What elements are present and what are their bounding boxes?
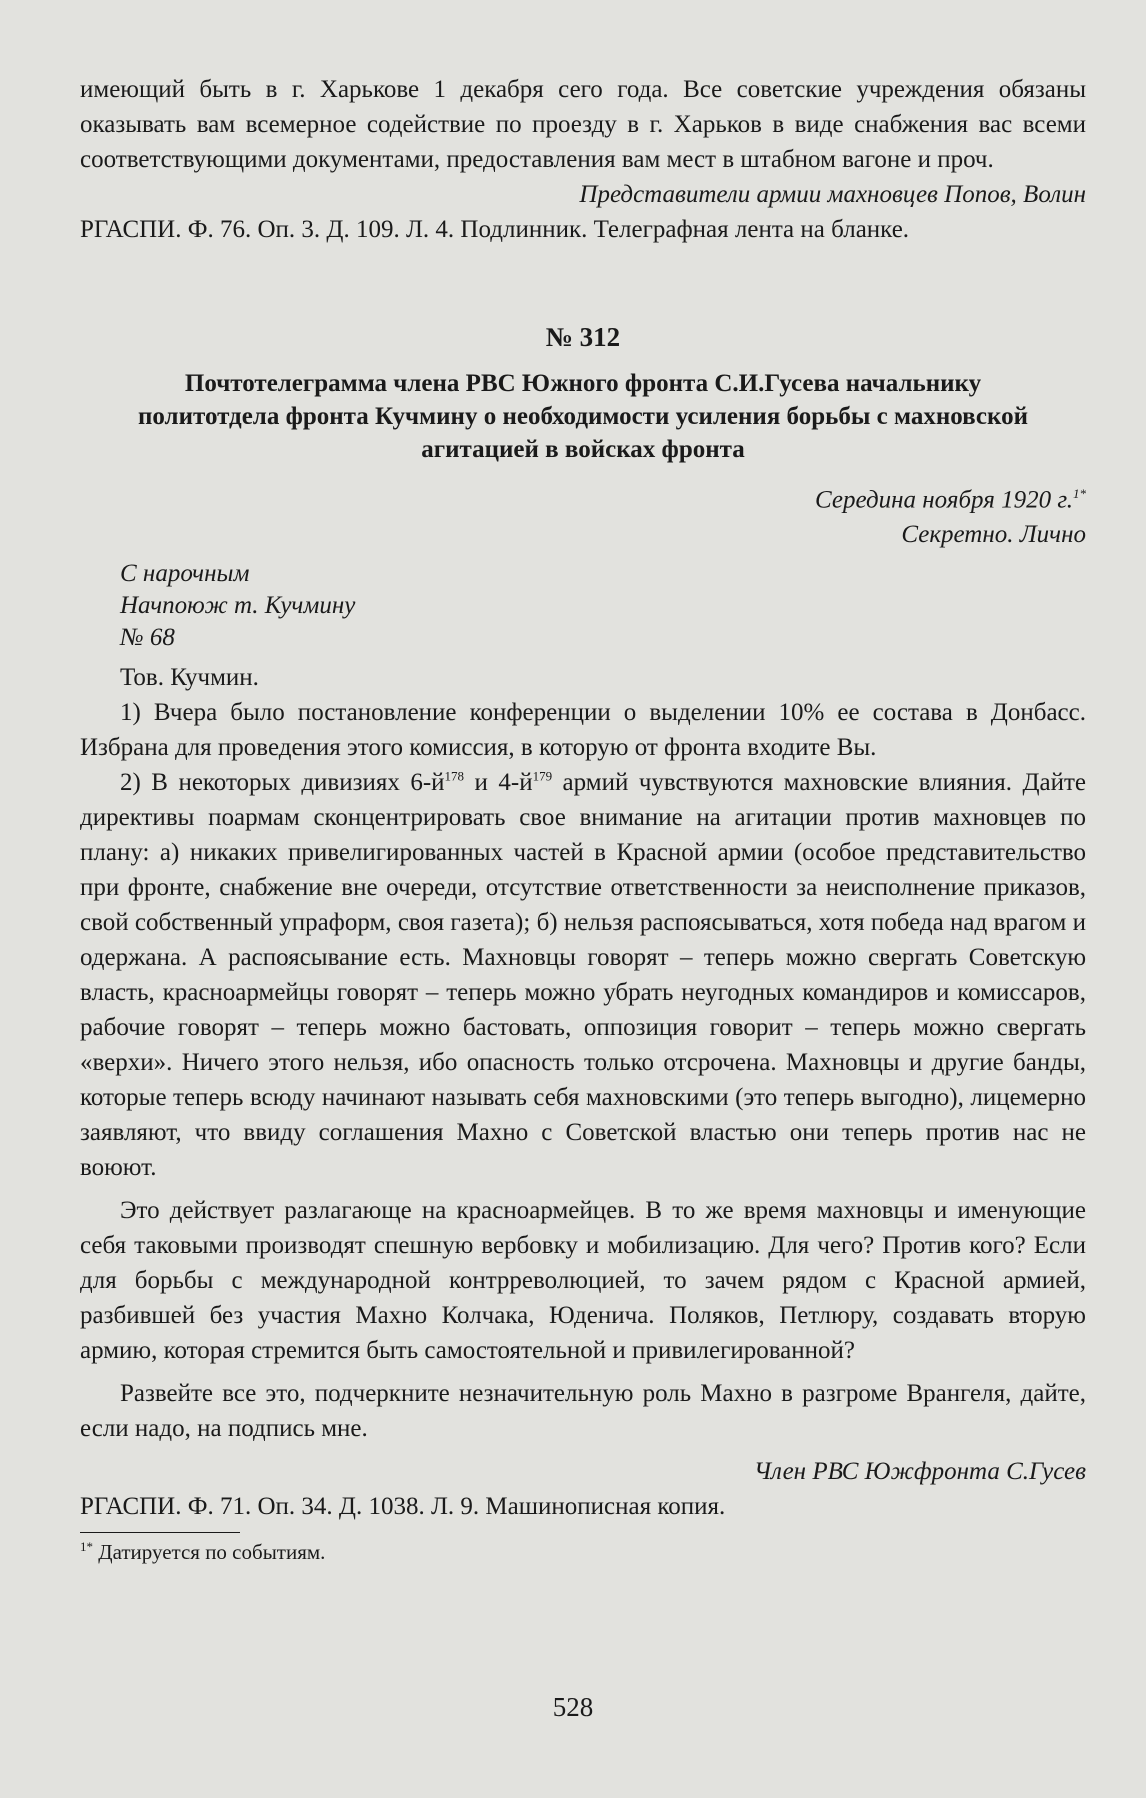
page-number: 528	[552, 1692, 594, 1722]
paragraph-2-part-a: 2) В некоторых дивизиях 6-й	[120, 769, 445, 797]
paragraph-2-part-c: армий чувствуются махновские влияния. Дайте директивы поармам сконцентрировать свое внимание на агитации против махновцев по плану: а) никаких привелигированных частей в Красной армии (особое представительство при фронте, снабжение вне очереди, отсутствие ответственности за неисполнение приказов, свой собственный упраформ, своя газета); б) нельзя распоясываться, хотя победа над врагом и одержана. А распоясывание есть. Махновцы говорят – теперь можно свергать Советскую власть, красноармейцы говорят – теперь можно убрать неугодных командиров и комиссаров, рабочие говорят – теперь можно бастовать, оппозиция говорит – теперь можно свергать «верхи». Ничего этого нельзя, ибо опасность только отсрочена. Махновцы и другие банды, которые теперь всюду начинают называть себя махновскими (это теперь выгодно), лицемерно заявляют, что ввиду соглашения Махно с Советской властью они теперь против нас не воюют.	[80, 769, 1086, 1182]
document-date-text: Середина ноября 1920 г.	[815, 486, 1073, 514]
document-date	[80, 476, 1086, 517]
paragraph-2-part-b: и 4-й	[464, 769, 533, 797]
delivery-mark-number: № 68	[120, 624, 175, 652]
document-title: Почтотелеграмма члена РВС Южного фронта С.И.Гусева начальнику политотдела фронта Кучмину о необходимости усиления борьбы с махновской агитацией в войсках фронта	[137, 370, 1028, 463]
paragraph-1: 1) Вчера было постановление конференции о выделении 10% ее состава в Донбасс. Избрана для проведения этого комиссия, в которую от фронта входите Вы.	[80, 699, 1086, 762]
document-number: № 312	[545, 322, 621, 352]
paragraph-3: Это действует разлагающе на красноармейцев. В то же время махновцы и именующие себя таковыми производят спешную вербовку и мобилизацию. Для чего? Против кого? Если для борьбы с международной контрреволюцией, то зачем рядом с Красной армией, разбившей без участия Махно Колчака, Юденича. Поляков, Петлюру, создавать вторую армию, которая стремится быть самостоятельной и привилегированной?	[80, 1197, 1086, 1365]
secrecy-mark: Секретно. Лично	[901, 521, 1086, 549]
archive-source: РГАСПИ. Ф. 71. Оп. 34. Д. 1038. Л. 9. Машинописная копия.	[80, 1493, 726, 1521]
previous-document-paragraph: имеющий быть в г. Харькове 1 декабря сего года. Все советские учреждения обязаны оказывать вам всемерное содействие по проезду в г. Харьков в виде снабжения вас всеми соответствующими документами, предоставления вам мест в штабном вагоне и проч.	[80, 76, 1086, 173]
previous-document-source: РГАСПИ. Ф. 76. Оп. 3. Д. 109. Л. 4. Подлинник. Телеграфная лента на бланке.	[80, 216, 910, 243]
paragraph-4: Развейте все это, подчеркните незначительную роль Махно в разгроме Врангеля, дайте, если надо, на подпись мне.	[80, 1380, 1086, 1443]
delivery-marks	[80, 558, 1086, 654]
delivery-mark-courier: С нарочным	[120, 560, 250, 588]
footnote-mark: 1*	[80, 1539, 93, 1555]
date-footnote-mark: 1*	[1073, 486, 1086, 501]
text-block	[80, 72, 1086, 1567]
footnote-divider	[80, 1532, 240, 1533]
salutation: Тов. Кучмин.	[120, 664, 259, 692]
footnote-ref-179: 179	[532, 769, 553, 784]
footnote-ref-178: 178	[444, 769, 465, 784]
signature: Член РВС Южфронта С.Гусев	[753, 1458, 1086, 1486]
paragraph-2	[80, 765, 1086, 1185]
previous-document-signature: Представители армии махновцев Попов, Волин	[579, 181, 1086, 208]
delivery-mark-addressee: Начпоюж т. Кучмину	[120, 592, 356, 620]
footnote-text: Датируется по событиям.	[93, 1540, 326, 1565]
footnote	[80, 1537, 1086, 1567]
